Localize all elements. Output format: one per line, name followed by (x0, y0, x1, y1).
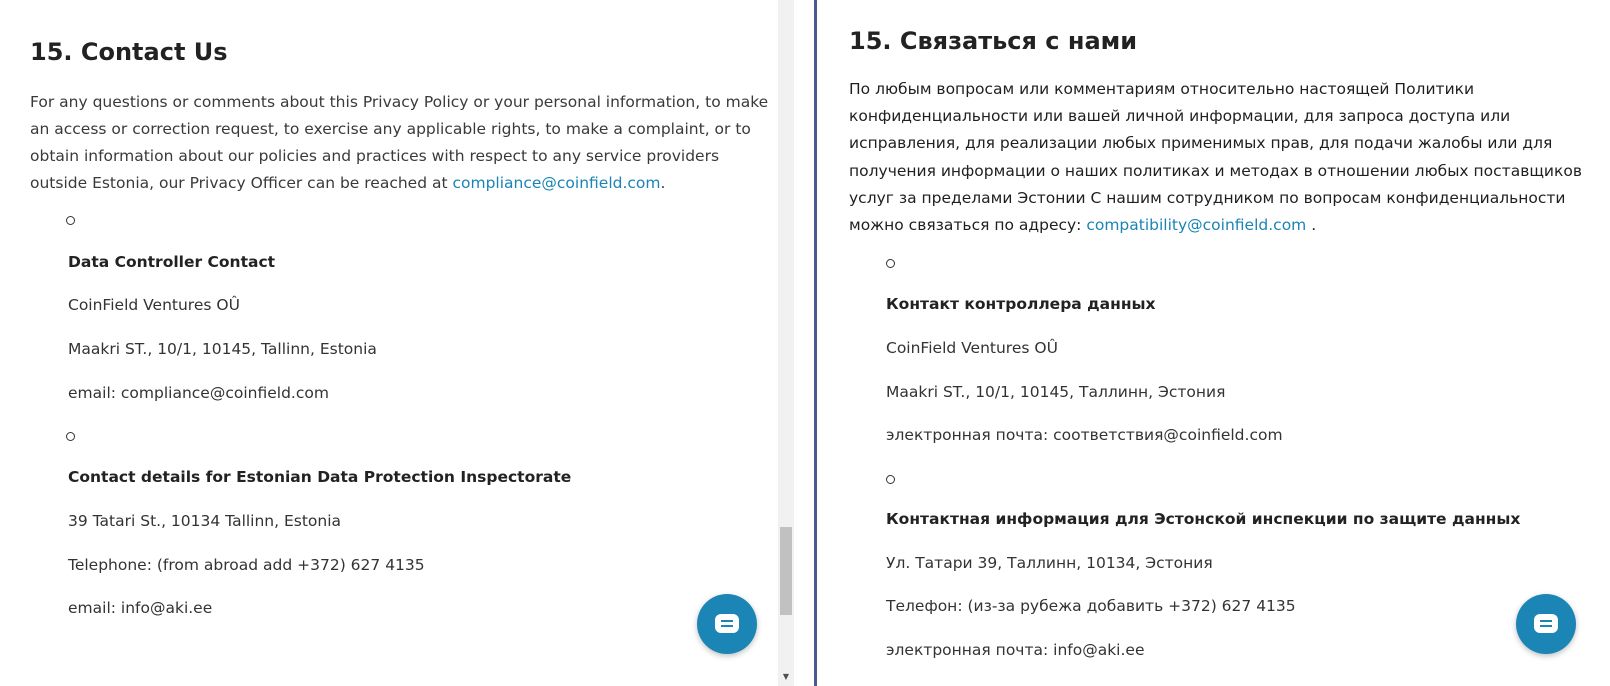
section-heading: 15. Contact Us (30, 38, 228, 66)
chat-button[interactable] (697, 594, 757, 654)
controller-email: электронная почта: соответствия@coinfield.com (886, 426, 1283, 444)
controller-email: email: compliance@coinfield.com (68, 384, 329, 402)
controller-title: Data Controller Contact (68, 253, 276, 271)
scrollbar[interactable] (778, 0, 794, 686)
inspectorate-email: email: info@aki.ee (68, 599, 213, 617)
paragraph-text: По любым вопросам или комментариям относительно настоящей Политики конфиденциальности или вашей личной информации, для запроса доступа или исправления, для реализации любых применимых прав, для подачи жалобы или для получения информации о наших политиках и методах в отношении любых поставщиков услуг за пределами Эстонии С нашим сотрудником по вопросам конфиденциальности можно связаться по адресу: (849, 80, 1582, 235)
inspectorate-title: Контактная информация для Эстонской инспекции по защите данных (886, 510, 1521, 528)
controller-name: CoinField Ventures OÛ (886, 339, 1058, 357)
privacy-email-link[interactable]: compliance@coinfield.com (452, 174, 661, 192)
inspectorate-email: электронная почта: info@aki.ee (886, 641, 1145, 659)
triangle-down-icon[interactable]: ▼ (782, 672, 790, 681)
inspectorate-telephone: Telephone: (from abroad add +372) 627 4135 (68, 556, 425, 574)
inspectorate-title: Contact details for Estonian Data Protection Inspectorate (68, 468, 572, 486)
contact-paragraph (30, 89, 770, 197)
list-bullet (66, 432, 75, 441)
contact-paragraph (849, 76, 1589, 239)
chat-bubble-icon (1534, 614, 1558, 633)
chat-bubble-icon (715, 614, 739, 633)
controller-name: CoinField Ventures OÛ (68, 296, 240, 314)
right-pane (817, 0, 1610, 686)
paragraph-tail: . (1306, 216, 1317, 235)
inspectorate-address: 39 Tatari St., 10134 Tallinn, Estonia (68, 512, 342, 530)
controller-title: Контакт контроллера данных (886, 295, 1156, 313)
section-heading: 15. Связаться с нами (849, 27, 1138, 55)
paragraph-tail: . (660, 174, 666, 192)
scrollbar-thumb[interactable] (780, 527, 792, 615)
inspectorate-address: Ул. Татари 39, Таллинн, 10134, Эстония (886, 554, 1213, 572)
privacy-email-link[interactable]: compatibility@coinfield.com (1086, 216, 1307, 235)
list-bullet (886, 475, 895, 484)
controller-address: Maakri ST., 10/1, 10145, Tallinn, Estonia (68, 340, 377, 358)
inspectorate-telephone: Телефон: (из-за рубежа добавить +372) 627 4135 (886, 597, 1296, 615)
list-bullet (886, 259, 895, 268)
chat-button[interactable] (1516, 594, 1576, 654)
controller-address: Maakri ST., 10/1, 10145, Таллинн, Эстония (886, 383, 1226, 401)
paragraph-text: For any questions or comments about this Privacy Policy or your personal information, to make an access or correction request, to exercise any applicable rights, to make a complaint, or to obtain information about our policies and practices with respect to any service providers outside Estonia, our Privacy Officer can be reached at (30, 93, 769, 192)
list-bullet (66, 216, 75, 225)
left-pane (0, 0, 778, 686)
